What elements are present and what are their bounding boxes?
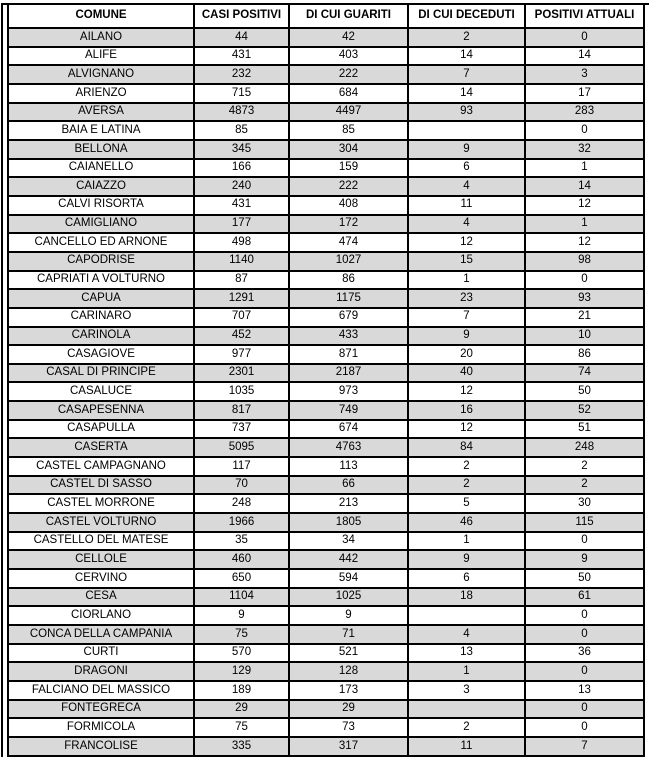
table-body: [8, 28, 644, 756]
covid-comuni-table: [7, 3, 645, 757]
cell-positivi-attuali: 98: [525, 252, 644, 271]
cell-di-cui-guariti: 403: [289, 47, 408, 66]
cell-di-cui-guariti: 1175: [289, 289, 408, 308]
table-row: [8, 588, 644, 607]
cell-di-cui-deceduti: 11: [408, 196, 525, 215]
cell-comune: CASALUCE: [8, 382, 194, 401]
cell-casi-positivi: 715: [194, 84, 289, 103]
cell-casi-positivi: 1104: [194, 588, 289, 607]
cell-casi-positivi: 2301: [194, 364, 289, 383]
table-row: [8, 65, 644, 84]
cell-di-cui-deceduti: 4: [408, 625, 525, 644]
cell-comune: CASAL DI PRINCIPE: [8, 364, 194, 383]
column-header-di-cui-deceduti: DI CUI DECEDUTI: [408, 4, 525, 28]
cell-positivi-attuali: 283: [525, 103, 644, 122]
cell-casi-positivi: 35: [194, 532, 289, 551]
cell-casi-positivi: 87: [194, 271, 289, 290]
cell-positivi-attuali: 17: [525, 84, 644, 103]
cell-di-cui-deceduti: 46: [408, 513, 525, 532]
column-header-casi-positivi: CASI POSITIVI: [194, 4, 289, 28]
table-row: [8, 476, 644, 495]
cell-di-cui-deceduti: 9: [408, 550, 525, 569]
cell-casi-positivi: 650: [194, 569, 289, 588]
cell-comune: ALVIGNANO: [8, 65, 194, 84]
cell-di-cui-guariti: 172: [289, 215, 408, 234]
cell-di-cui-deceduti: 6: [408, 569, 525, 588]
cell-di-cui-guariti: 113: [289, 457, 408, 476]
cell-di-cui-deceduti: 7: [408, 65, 525, 84]
cell-comune: CANCELLO ED ARNONE: [8, 233, 194, 252]
cell-comune: AVERSA: [8, 103, 194, 122]
cell-comune: CAIAZZO: [8, 177, 194, 196]
cell-di-cui-deceduti: 16: [408, 401, 525, 420]
cell-casi-positivi: 431: [194, 47, 289, 66]
table-row: [8, 345, 644, 364]
cell-casi-positivi: 498: [194, 233, 289, 252]
cell-di-cui-deceduti: 9: [408, 140, 525, 159]
table-row: [8, 364, 644, 383]
cell-comune: CAIANELLO: [8, 159, 194, 178]
table-row: [8, 718, 644, 737]
table-row: [8, 494, 644, 513]
cell-di-cui-guariti: 213: [289, 494, 408, 513]
cell-comune: CASAPESENNA: [8, 401, 194, 420]
cell-di-cui-guariti: 42: [289, 28, 408, 47]
cell-comune: CASAPULLA: [8, 420, 194, 439]
table-row: [8, 215, 644, 234]
cell-comune: BELLONA: [8, 140, 194, 159]
table-row: [8, 625, 644, 644]
cell-positivi-attuali: 0: [525, 662, 644, 681]
cell-comune: FORMICOLA: [8, 718, 194, 737]
table-row: [8, 289, 644, 308]
cell-casi-positivi: 1291: [194, 289, 289, 308]
cell-comune: ARIENZO: [8, 84, 194, 103]
cell-comune: CASTEL CAMPAGNANO: [8, 457, 194, 476]
cell-positivi-attuali: 93: [525, 289, 644, 308]
cell-di-cui-guariti: 317: [289, 737, 408, 756]
table-row: [8, 532, 644, 551]
cell-di-cui-guariti: 73: [289, 718, 408, 737]
cell-casi-positivi: 335: [194, 737, 289, 756]
cell-positivi-attuali: 2: [525, 476, 644, 495]
cell-casi-positivi: 85: [194, 121, 289, 140]
cell-di-cui-guariti: 173: [289, 681, 408, 700]
cell-comune: CASERTA: [8, 438, 194, 457]
cell-comune: CAPUA: [8, 289, 194, 308]
cell-di-cui-deceduti: 4: [408, 177, 525, 196]
cell-di-cui-guariti: 474: [289, 233, 408, 252]
table-row: [8, 159, 644, 178]
cell-positivi-attuali: 74: [525, 364, 644, 383]
table-row: [8, 308, 644, 327]
cell-di-cui-guariti: 679: [289, 308, 408, 327]
cell-comune: CAMIGLIANO: [8, 215, 194, 234]
cell-comune: CAPRIATI A VOLTURNO: [8, 271, 194, 290]
cell-positivi-attuali: 36: [525, 644, 644, 663]
cell-di-cui-guariti: 222: [289, 177, 408, 196]
cell-di-cui-deceduti: [408, 606, 525, 625]
cell-positivi-attuali: 3: [525, 65, 644, 84]
cell-positivi-attuali: 86: [525, 345, 644, 364]
cell-di-cui-deceduti: 2: [408, 718, 525, 737]
cell-di-cui-guariti: 9: [289, 606, 408, 625]
cell-casi-positivi: 232: [194, 65, 289, 84]
cell-casi-positivi: 431: [194, 196, 289, 215]
cell-positivi-attuali: 0: [525, 625, 644, 644]
table-row: [8, 140, 644, 159]
cell-positivi-attuali: 0: [525, 700, 644, 719]
cell-positivi-attuali: 21: [525, 308, 644, 327]
cell-casi-positivi: 4873: [194, 103, 289, 122]
cell-positivi-attuali: 50: [525, 382, 644, 401]
cell-positivi-attuali: 14: [525, 47, 644, 66]
cell-di-cui-guariti: 749: [289, 401, 408, 420]
cell-comune: CASTELLO DEL MATESE: [8, 532, 194, 551]
cell-comune: CURTI: [8, 644, 194, 663]
cell-di-cui-deceduti: 15: [408, 252, 525, 271]
cell-di-cui-deceduti: 13: [408, 644, 525, 663]
table-row: [8, 252, 644, 271]
cell-positivi-attuali: 9: [525, 550, 644, 569]
cell-casi-positivi: 737: [194, 420, 289, 439]
cell-positivi-attuali: 50: [525, 569, 644, 588]
cell-di-cui-guariti: 594: [289, 569, 408, 588]
cell-positivi-attuali: 32: [525, 140, 644, 159]
cell-comune: CASAGIOVE: [8, 345, 194, 364]
cell-di-cui-deceduti: 3: [408, 681, 525, 700]
cell-positivi-attuali: 1: [525, 159, 644, 178]
column-header-di-cui-guariti: DI CUI GUARITI: [289, 4, 408, 28]
cell-di-cui-deceduti: 11: [408, 737, 525, 756]
table-row: [8, 84, 644, 103]
cell-positivi-attuali: 1: [525, 215, 644, 234]
cell-casi-positivi: 1140: [194, 252, 289, 271]
cell-di-cui-deceduti: [408, 121, 525, 140]
cell-di-cui-deceduti: 2: [408, 476, 525, 495]
cell-di-cui-guariti: 408: [289, 196, 408, 215]
cell-di-cui-deceduti: 7: [408, 308, 525, 327]
cell-di-cui-guariti: 4497: [289, 103, 408, 122]
cell-di-cui-guariti: 1027: [289, 252, 408, 271]
cell-comune: CASTEL MORRONE: [8, 494, 194, 513]
cell-casi-positivi: 117: [194, 457, 289, 476]
cell-positivi-attuali: 2: [525, 457, 644, 476]
cell-positivi-attuali: 10: [525, 327, 644, 346]
page-frame-left-border: [1, 3, 3, 757]
cell-comune: CESA: [8, 588, 194, 607]
cell-di-cui-deceduti: 2: [408, 457, 525, 476]
cell-di-cui-guariti: 222: [289, 65, 408, 84]
cell-positivi-attuali: 7: [525, 737, 644, 756]
cell-comune: CASTEL VOLTURNO: [8, 513, 194, 532]
cell-casi-positivi: 1035: [194, 382, 289, 401]
cell-di-cui-deceduti: 14: [408, 84, 525, 103]
cell-positivi-attuali: 12: [525, 233, 644, 252]
cell-casi-positivi: 44: [194, 28, 289, 47]
cell-positivi-attuali: 12: [525, 196, 644, 215]
cell-di-cui-guariti: 871: [289, 345, 408, 364]
cell-positivi-attuali: 0: [525, 532, 644, 551]
cell-comune: CASTEL DI SASSO: [8, 476, 194, 495]
cell-positivi-attuali: 248: [525, 438, 644, 457]
cell-comune: CALVI RISORTA: [8, 196, 194, 215]
cell-di-cui-deceduti: 12: [408, 233, 525, 252]
table-row: [8, 700, 644, 719]
cell-casi-positivi: 129: [194, 662, 289, 681]
cell-di-cui-guariti: 29: [289, 700, 408, 719]
cell-positivi-attuali: 61: [525, 588, 644, 607]
table-row: [8, 662, 644, 681]
cell-casi-positivi: 75: [194, 718, 289, 737]
cell-casi-positivi: 707: [194, 308, 289, 327]
cell-positivi-attuali: 14: [525, 177, 644, 196]
table-row: [8, 401, 644, 420]
cell-positivi-attuali: 115: [525, 513, 644, 532]
cell-casi-positivi: 240: [194, 177, 289, 196]
cell-di-cui-deceduti: 1: [408, 271, 525, 290]
cell-casi-positivi: 460: [194, 550, 289, 569]
table-row: [8, 327, 644, 346]
cell-casi-positivi: 189: [194, 681, 289, 700]
column-header-positivi-attuali: POSITIVI ATTUALI: [525, 4, 644, 28]
cell-comune: FONTEGRECA: [8, 700, 194, 719]
table-row: [8, 233, 644, 252]
cell-comune: CARINARO: [8, 308, 194, 327]
cell-di-cui-guariti: 674: [289, 420, 408, 439]
cell-di-cui-deceduti: 2: [408, 28, 525, 47]
cell-casi-positivi: 817: [194, 401, 289, 420]
table-row: [8, 737, 644, 756]
cell-comune: BAIA E LATINA: [8, 121, 194, 140]
cell-di-cui-guariti: 86: [289, 271, 408, 290]
table-row: [8, 121, 644, 140]
cell-di-cui-guariti: 1025: [289, 588, 408, 607]
cell-di-cui-guariti: 128: [289, 662, 408, 681]
table-row: [8, 438, 644, 457]
cell-di-cui-guariti: 4763: [289, 438, 408, 457]
table-row: [8, 47, 644, 66]
cell-di-cui-deceduti: [408, 700, 525, 719]
cell-casi-positivi: 248: [194, 494, 289, 513]
cell-positivi-attuali: 0: [525, 271, 644, 290]
table-row: [8, 177, 644, 196]
cell-di-cui-deceduti: 84: [408, 438, 525, 457]
cell-di-cui-deceduti: 4: [408, 215, 525, 234]
cell-di-cui-guariti: 2187: [289, 364, 408, 383]
cell-positivi-attuali: 13: [525, 681, 644, 700]
table-row: [8, 271, 644, 290]
cell-di-cui-deceduti: 6: [408, 159, 525, 178]
cell-positivi-attuali: 52: [525, 401, 644, 420]
cell-casi-positivi: 452: [194, 327, 289, 346]
header-row: [8, 4, 644, 28]
cell-di-cui-deceduti: 20: [408, 345, 525, 364]
cell-di-cui-deceduti: 18: [408, 588, 525, 607]
cell-di-cui-guariti: 71: [289, 625, 408, 644]
cell-di-cui-guariti: 433: [289, 327, 408, 346]
cell-di-cui-guariti: 521: [289, 644, 408, 663]
cell-di-cui-deceduti: 12: [408, 382, 525, 401]
cell-di-cui-deceduti: 5: [408, 494, 525, 513]
cell-positivi-attuali: 51: [525, 420, 644, 439]
cell-di-cui-guariti: 159: [289, 159, 408, 178]
cell-casi-positivi: 5095: [194, 438, 289, 457]
cell-casi-positivi: 29: [194, 700, 289, 719]
table-row: [8, 606, 644, 625]
cell-di-cui-guariti: 1805: [289, 513, 408, 532]
cell-di-cui-deceduti: 1: [408, 662, 525, 681]
cell-casi-positivi: 75: [194, 625, 289, 644]
table-row: [8, 420, 644, 439]
cell-positivi-attuali: 0: [525, 28, 644, 47]
cell-casi-positivi: 977: [194, 345, 289, 364]
cell-comune: DRAGONI: [8, 662, 194, 681]
table-row: [8, 196, 644, 215]
cell-casi-positivi: 70: [194, 476, 289, 495]
cell-casi-positivi: 9: [194, 606, 289, 625]
cell-comune: FALCIANO DEL MASSICO: [8, 681, 194, 700]
cell-casi-positivi: 177: [194, 215, 289, 234]
cell-casi-positivi: 345: [194, 140, 289, 159]
cell-casi-positivi: 1966: [194, 513, 289, 532]
column-header-comune: COMUNE: [8, 4, 194, 28]
table-row: [8, 550, 644, 569]
cell-comune: FRANCOLISE: [8, 737, 194, 756]
cell-di-cui-guariti: 304: [289, 140, 408, 159]
cell-casi-positivi: 166: [194, 159, 289, 178]
cell-positivi-attuali: 30: [525, 494, 644, 513]
cell-comune: CARINOLA: [8, 327, 194, 346]
cell-di-cui-deceduti: 23: [408, 289, 525, 308]
cell-positivi-attuali: 0: [525, 718, 644, 737]
cell-comune: ALIFE: [8, 47, 194, 66]
cell-di-cui-guariti: 66: [289, 476, 408, 495]
cell-di-cui-guariti: 34: [289, 532, 408, 551]
table-row: [8, 28, 644, 47]
cell-comune: CIORLANO: [8, 606, 194, 625]
cell-di-cui-deceduti: 93: [408, 103, 525, 122]
cell-di-cui-deceduti: 40: [408, 364, 525, 383]
cell-di-cui-guariti: 973: [289, 382, 408, 401]
table-row: [8, 103, 644, 122]
table-row: [8, 457, 644, 476]
table-row: [8, 569, 644, 588]
cell-di-cui-guariti: 442: [289, 550, 408, 569]
table-row: [8, 681, 644, 700]
cell-di-cui-deceduti: 14: [408, 47, 525, 66]
cell-comune: CELLOLE: [8, 550, 194, 569]
cell-di-cui-deceduti: 1: [408, 532, 525, 551]
cell-comune: CAPODRISE: [8, 252, 194, 271]
table-row: [8, 513, 644, 532]
cell-di-cui-guariti: 684: [289, 84, 408, 103]
cell-comune: AILANO: [8, 28, 194, 47]
cell-positivi-attuali: 0: [525, 121, 644, 140]
table-row: [8, 382, 644, 401]
table-row: [8, 644, 644, 663]
cell-di-cui-guariti: 85: [289, 121, 408, 140]
cell-di-cui-deceduti: 9: [408, 327, 525, 346]
cell-di-cui-deceduti: 12: [408, 420, 525, 439]
cell-positivi-attuali: 0: [525, 606, 644, 625]
cell-comune: CERVINO: [8, 569, 194, 588]
cell-comune: CONCA DELLA CAMPANIA: [8, 625, 194, 644]
cell-casi-positivi: 570: [194, 644, 289, 663]
